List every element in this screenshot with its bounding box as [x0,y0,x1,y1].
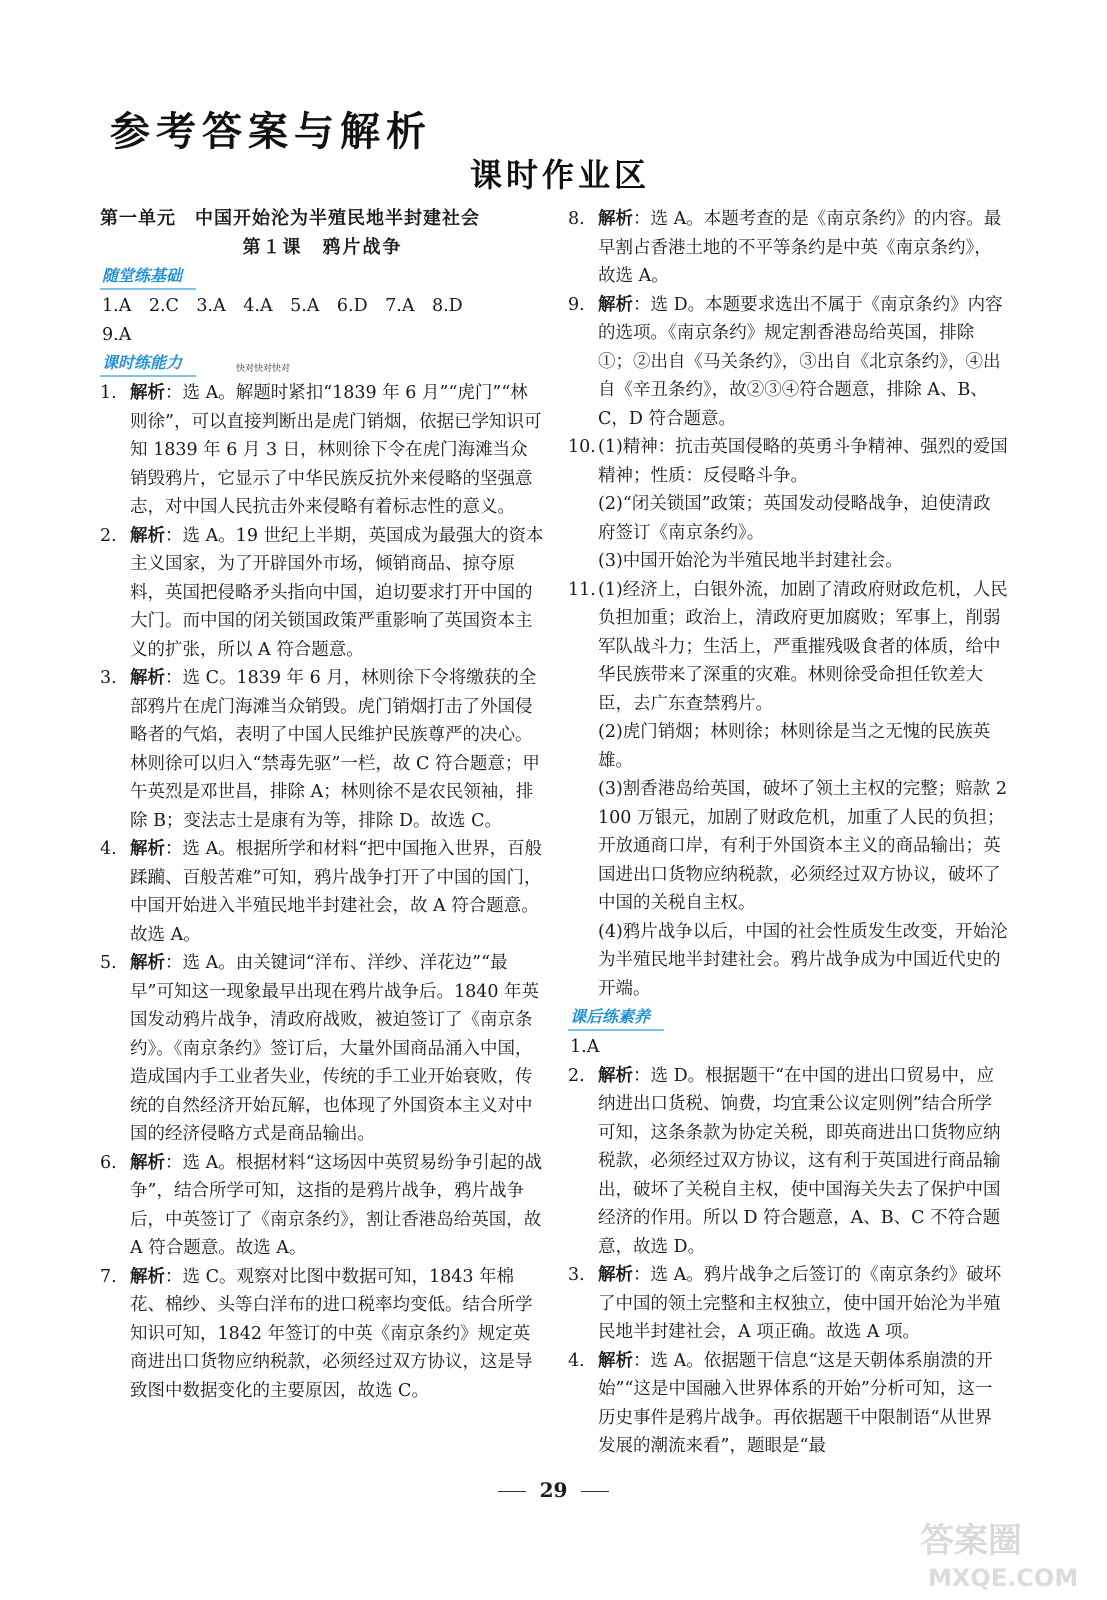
answer-subitem: (3)中国开始沦为半殖民地半封建社会。 [598,551,903,571]
answer-item: 4. 解析：选 A。依据题干信息“这是天朝体系崩溃的开始”“这是中国融入世界体系的开始”分析可知，这一历史事件是鸦片战争。再依据题干中限制语“从世界发展的潮流来看”，题眼是“最 [568,1350,993,1456]
answer-line: 1.A [570,1037,600,1057]
dash-right [581,1491,609,1492]
watermark-text: 答案圈 [920,1521,1022,1561]
answer-item: 2. 解析：选 A。19 世纪上半期，英国成为最强大的资本主义国家，为了开辟国外市场，倾销商品、掠夺原料，英国把侵略矛头指向中国，迫切要求打开中国的大门。而中国的闭关锁国政策严重影响了英国资本主义的扩张，所以 A 符合题意。 [100,525,544,660]
watermark-logo [900,1510,1100,1595]
lesson-title: 第１课 鸦片战争 [242,236,403,258]
section-tag-literacy: 课后练素养 [568,1005,664,1031]
answer-item: 9. 解析：选 D。本题要求选出不属于《南京条约》内容的选项。《南京条约》规定割香港岛给英国，排除①；②出自《马关条约》，③出自《北京条约》，④出自《辛丑条约》，故②③④符合题意，排除 A、B、C，D 符合题意。 [568,294,1003,429]
stamp-text: 快对快对快对 [236,364,291,374]
answer-item: 6. 解析：选 A。根据材料“这场因中英贸易纷争引起的战争”，结合所学可知，这指的是鸦片战争，鸦片战争后，中英签订了《南京条约》，割让香港岛给英国，故 A 符合题意。故选 A。 [100,1152,543,1258]
page-main-title: 参考答案与解析 [110,109,432,155]
answer-subitem: (2)“闭关锁国”政策；英国发动侵略战争，迫使清政府签订《南京条约》。 [598,494,991,543]
answer-subitem: (2)虎门销烟；林则徐；林则徐是当之无愧的民族英雄。 [598,722,991,771]
section-tag-ability: 课时练能力 [100,351,196,377]
answer-item: 4. 解析：选 A。根据所学和材料“把中国拖入世界，百般蹂躏、百般苦难”可知，鸦片战争打开了中国的国门，中国开始进入半殖民地半封建社会，故 A 符合题意。故选 A。 [100,839,543,945]
answer-item: 2. 解析：选 D。根据题干“在中国的进出口贸易中，应纳进出口货税、饷费，均宜秉公议定则例”结合所学可知，这条条款为协定关税，即英商进出口货物应纳税款，必须经过双方协议，这有利于英国进行商品输出，破坏了关税自主权，使中国海关失去了保护中国经济的作用。所以 D 符合题意，A、B、C 不符合题意，故选 D。 [568,1065,1001,1257]
right-column [568,205,1008,1461]
answer-line: 1.A 2.C 3.A 4.A 5.A 6.D 7.A 8.D [102,296,463,316]
zone-title: 课时作业区 [470,156,651,194]
answer-item: 3. 解析：选 C。1839 年 6 月，林则徐下令将缴获的全部鸦片在虎门海滩当众销毁。虎门销烟打击了外国侵略者的气焰，表明了中国人民维护民族尊严的决心。林则徐可以归入“禁毒先驱”一栏，故 C 符合题意；甲午英烈是邓世昌，排除 A；林则徐不是农民领袖，排除 B；变法志士是康有为等，排除 D。故选 C。 [100,668,540,831]
answer-item: 3. 解析：选 A。鸦片战争之后签订的《南京条约》破坏了中国的领土完整和主权独立，使中国开始沦为半殖民地半封建社会，A 项正确。故选 A 项。 [568,1265,1002,1342]
answer-item: 1. 解析：选 A。解题时紧扣“1839 年 6 月”“虎门”“林则徐”，可以直接判断出是虎门销烟，依据已学知识可知 1839 年 6 月 3 日，林则徐下令在虎门海滩当众销毁鸦片，它显示了中华民族反抗外来侵略的坚强意志，对中国人民抗击外来侵略有着标志性的意义。 [100,383,542,517]
answer-subitem: (3)割香港岛给英国，破坏了领土主权的完整；赔款 2 100 万银元，加剧了财政危机，加重了人民的负担；开放通商口岸，有利于外国资本主义的商品输出；英国进出口货物应纳税款，必须经过双方协议，破坏了中国的关税自主权。 [598,779,1007,913]
unit-title: 第一单元 中国开始沦为半殖民地半封建社会 [100,208,480,229]
dash-left [498,1491,526,1492]
answer-item: 7. 解析：选 C。观察对比图中数据可知，1843 年棉花、棉纱、头等白洋布的进口税率均变低。结合所学知识可知，1842 年签订的中英《南京条约》规定英商进出口货物应纳税款，必须经过双方协议，这是导致图中数据变化的主要原因，故选 C。 [100,1266,533,1401]
answer-item: 11. (1)经济上，白银外流，加剧了清政府财政危机，人民负担加重；政治上，清政府更加腐败；军事上，削弱军队战斗力；生活上，严重摧残吸食者的体质，给中华民族带来了深重的灾难。林则徐受命担任钦差大臣，去广东查禁鸦片。 [568,579,1008,714]
answer-item: 8. 解析：选 A。本题考查的是《南京条约》的内容。最早割占香港土地的不平等条约是中英《南京条约》，故选 A。 [568,209,1002,286]
section-tag-basic: 随堂练基础 [100,264,196,290]
answer-item: 5. 解析：选 A。由关键词“洋布、洋纱、洋花边”“最早”可知这一现象最早出现在鸦片战争后。1840 年英国发动鸦片战争，清政府战败，被迫签订了《南京条约》。《南京条约》签订后，大量外国商品涌入中国，造成国内手工业者失业，传统的手工业开始衰败，传统的自然经济开始瓦解，也体现了外国资本主义对中国的经济侵略方式是商品输出。 [100,953,540,1144]
answer-line: 9.A [102,324,132,345]
left-column [100,205,545,1405]
page-number: 29 [0,1478,1107,1502]
watermark-url: MXQE.COM [928,1564,1079,1592]
answer-subitem: (4)鸦片战争以后，中国的社会性质发生改变，开始沦为半殖民地半封建社会。鸦片战争成为中国近代史的开端。 [598,921,1008,999]
answer-item: 10. (1)精神：抗击英国侵略的英勇斗争精神、强烈的爱国精神；性质：反侵略斗争。 [568,437,1008,486]
